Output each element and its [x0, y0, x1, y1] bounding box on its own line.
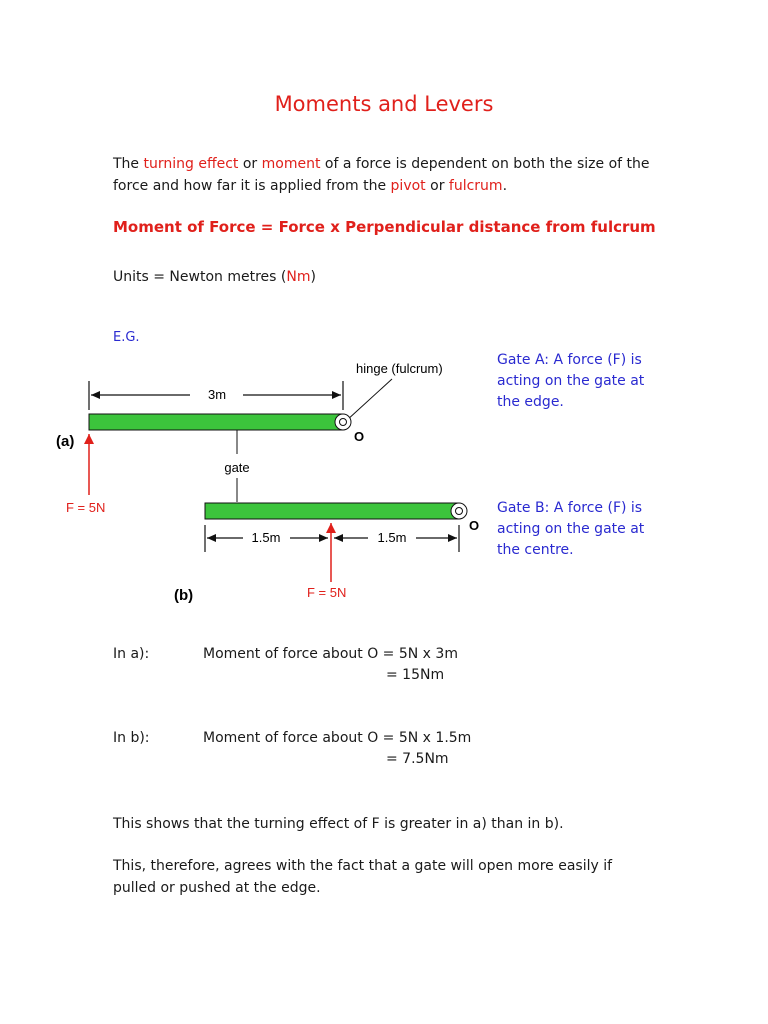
gate-b-note: Gate B: A force (F) is acting on the gate at the centre.	[497, 500, 645, 558]
calc-b-expression: Moment of force about O = 5N x 1.5m	[203, 730, 472, 746]
turning-effect-term: turning effect	[143, 156, 239, 172]
page-title: Moments and Levers	[274, 92, 494, 116]
example-label: E.G.	[113, 330, 140, 345]
calc-a-expression: Moment of force about O = 5N x 3m	[203, 646, 458, 662]
hinge-label: hinge (fulcrum)	[356, 361, 443, 376]
length-label-b-left: 1.5m	[251, 530, 281, 545]
conclusion-2: This, therefore, agrees with the fact that a gate will open more easily if pulled or pushed at the edge.	[113, 858, 613, 896]
calc-a-result: = 15Nm	[386, 667, 445, 683]
length-label-a: 3m	[207, 387, 227, 402]
calc-b-label: In b):	[113, 730, 150, 746]
length-label-b-right: 1.5m	[377, 530, 407, 545]
hinge-a-icon	[335, 414, 351, 430]
units-text-2: )	[310, 269, 316, 285]
units-nm: Nm	[286, 269, 311, 285]
diagram-label-a: (a)	[56, 433, 75, 450]
calc-a-label: In a):	[113, 646, 150, 662]
intro-text-2: or	[238, 156, 262, 172]
hinge-pointer	[346, 379, 392, 421]
hinge-b-icon	[451, 503, 467, 519]
gate-a-bar	[89, 414, 343, 430]
intro-text-3: of a force is dependent on both the size of the force and how far it is applied from the	[113, 156, 650, 194]
calc-b-result: = 7.5Nm	[386, 751, 449, 767]
intro-text-5: .	[502, 178, 508, 194]
fulcrum-term: fulcrum	[448, 178, 503, 194]
gate-a-note: Gate A: A force (F) is acting on the gate at the edge.	[497, 352, 645, 410]
force-label-a: F = 5N	[66, 500, 106, 515]
gate-label: gate	[224, 460, 250, 475]
gate-b-bar	[205, 503, 459, 519]
diagram-label-b: (b)	[174, 587, 194, 604]
moment-term: moment	[261, 156, 321, 172]
conclusion-1: This shows that the turning effect of F is greater in a) than in b).	[113, 816, 564, 832]
pivot-label-b: O	[469, 518, 480, 533]
moment-formula: Moment of Force = Force x Perpendicular distance from fulcrum	[113, 218, 656, 236]
intro-text-4: or	[425, 178, 449, 194]
pivot-label-a: O	[354, 429, 365, 444]
force-label-b: F = 5N	[307, 585, 347, 600]
units-text-1: Units = Newton metres (	[113, 269, 287, 285]
intro-text-1: The	[113, 156, 144, 172]
pivot-term: pivot	[390, 178, 426, 194]
